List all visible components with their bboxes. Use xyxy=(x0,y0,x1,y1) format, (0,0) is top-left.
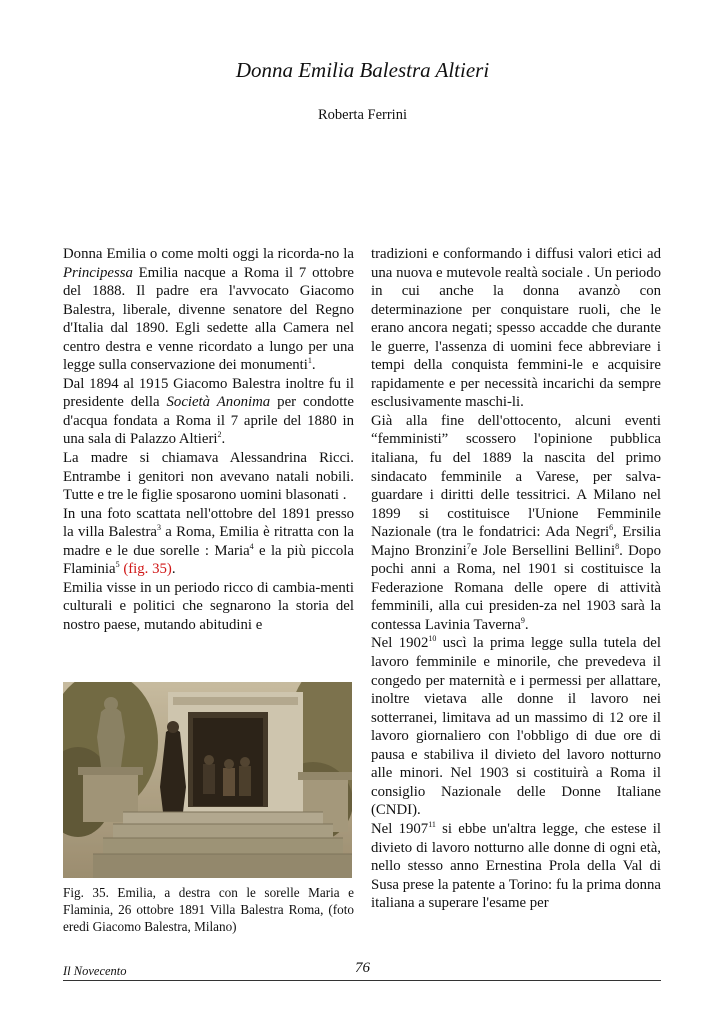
footnote-ref: 11 xyxy=(428,820,436,830)
paragraph: Già alla fine dell'ottocento, alcuni eventi “femministi” scossero l'opinione pubblica italiana, fu del 1889 la nascita del primo sindacato femminile a Varese, per salva-guardare i diritti delle tessitrici. A Milano nel 1899 si costituisce l'Unione Femminile Nazionale (tra le fondatrici: Ada Negri$^6$, Ersilia Majno Bronzini$^7$e Jole Bersellini Bellini$^8$. Dopo pochi anni a Roma, nel 1901 si costituisce la Federazione Romana delle opere di attività femminili, alla cui presiden-za nel 1903 sarà la contessa Lavinia Taverna$^9$. xyxy=(371,412,661,633)
paragraph: Nel 1902$^{10}$ uscì la prima legge sulla tutela del lavoro femminile e minorile, che prevedeva il congedo per maternità e i permessi per allattare, inoltre vietava alle donne il lavoro nei sotterranei, limitava ad un massimo di 12 ore il lavoro giornaliero con l'obbligo di due ore di pausa e stabiliva il divieto del lavoro notturno alle minori. Nel 1903 si costituirà a Roma il consiglio Nazionale delle Donne Italiane (CNDI). xyxy=(371,634,661,819)
article-author: Roberta Ferrini xyxy=(318,107,407,123)
paragraph: Dal 1894 al 1915 Giacomo Balestra inoltre fu il presidente della Società Anonima per condotte d'acqua fondata a Roma il 7 aprile del 1880 in una sala di Palazzo Altieri$^2$. xyxy=(63,375,354,448)
footnote-ref: 5 xyxy=(115,560,120,570)
left-column xyxy=(63,245,354,634)
figure-caption: Fig. 35. Emilia, a destra con le sorelle Maria e Flaminia, 26 ottobre 1891 Villa Balestra Roma, (foto eredi Giacomo Balestra, Milano) xyxy=(63,885,354,934)
paragraph: Nel 1907$^{11}$ si ebbe un'altra legge, che estese il divieto di lavoro notturno alle donne di ogni età, nello stesso anno Ernestina Prola della Val di Susa prese la patente a Torino: fu la prima donna italiana a superare l'esame per xyxy=(371,820,661,912)
article-title: Donna Emilia Balestra Altieri xyxy=(235,58,490,82)
footnote-ref: 1 xyxy=(307,356,312,366)
footer-divider xyxy=(63,980,661,981)
footnote-ref: 10 xyxy=(428,634,437,644)
running-footer: Il Novecento xyxy=(63,964,127,978)
footnote-ref: 3 xyxy=(157,523,161,533)
page-number: 76 xyxy=(355,960,370,976)
footnote-ref: 8 xyxy=(615,541,620,551)
footnote-ref: 9 xyxy=(520,616,525,626)
right-column xyxy=(371,245,661,913)
footnote-ref: 6 xyxy=(609,523,614,533)
figure-link[interactable]: (fig. 35) xyxy=(123,561,172,578)
paragraph: tradizioni e conformando i diffusi valori etici ad una nuova e mutevole realtà sociale . Un periodo in cui anche la donna avanzò con determinazione per conquistare ruoli, che le erano ancora negati; spesso accadde che durante le guerre, l'assenza di uomini fece abbreviare i tempi della conquista femmini-le e acquisire rapidamente e per necessità incarichi da sempre esclusivamente maschi-li. xyxy=(371,246,661,411)
footnote-ref: 4 xyxy=(249,541,254,551)
paragraph: In una foto scattata nell'ottobre del 1891 presso la villa Balestra$^3$ a Roma, Emilia è ritratta con la madre e le due sorelle : Maria$^4$ e la più piccola Flaminia$^5$ (fig. 35). xyxy=(63,505,354,578)
paragraph: Emilia visse in un periodo ricco di cambia-menti culturali e politici che segnarono la storia del nostro paese, mutando abitudini e xyxy=(63,579,354,633)
footnote-ref: 7 xyxy=(466,541,471,551)
historic-photo xyxy=(63,682,352,878)
footnote-ref: 2 xyxy=(217,430,222,440)
paragraph: Donna Emilia o come molti oggi la ricorda-no la Principessa Emilia nacque a Roma il 7 ottobre del 1888. Il padre era l'avvocato Giacomo Balestra, liberale, divenne senatore del Regno d'Italia dal 1890. Egli sedette alla Camera nel centro destra e venne ricordato a lungo per una legge sulla conservazione dei monumenti$^1$. xyxy=(63,246,354,374)
paragraph: La madre si chiamava Alessandrina Ricci. Entrambe i genitori non avevano natali nobili. Tutte e tre le figlie sposarono uomini blasonati . xyxy=(63,450,354,504)
